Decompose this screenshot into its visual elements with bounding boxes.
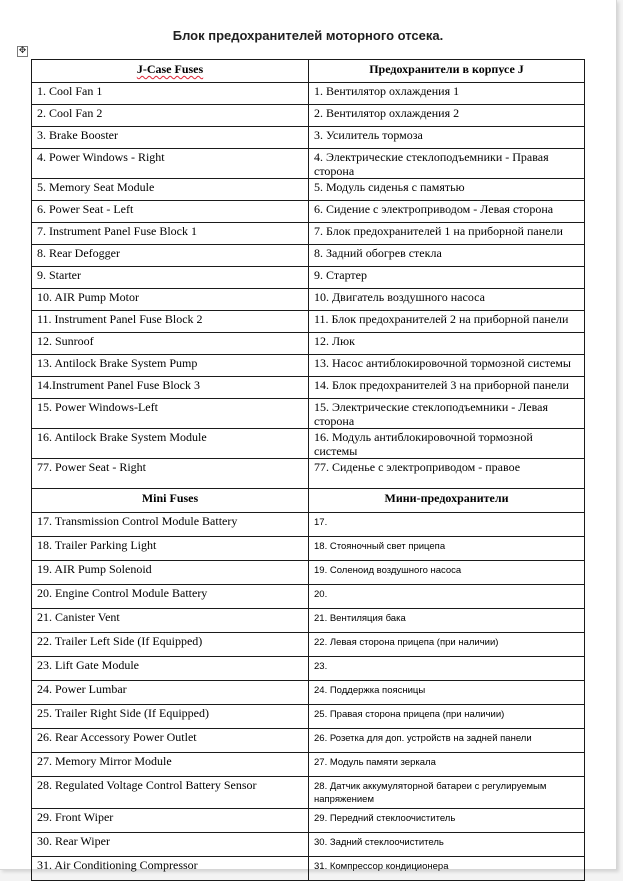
fuse-name-ru: 22. Левая сторона прицепа (при наличии) xyxy=(309,633,585,657)
table-move-handle-icon[interactable]: ✥ xyxy=(18,46,27,56)
fuse-name-en: 13. Antilock Brake System Pump xyxy=(32,355,309,377)
fuse-name-en: 2. Cool Fan 2 xyxy=(32,105,309,127)
table-row xyxy=(32,127,585,149)
table-row xyxy=(32,223,585,245)
fuse-name-ru: 77. Сиденье с электроприводом - правое xyxy=(309,459,585,489)
table-row xyxy=(32,705,585,729)
table-row xyxy=(32,809,585,833)
table-row xyxy=(32,377,585,399)
table-row xyxy=(32,201,585,223)
fuse-name-en: 16. Antilock Brake System Module xyxy=(32,429,309,459)
table-row xyxy=(32,355,585,377)
table-row xyxy=(32,657,585,681)
header-jcase-fuses-ru: Предохранители в корпусе J xyxy=(309,60,585,83)
fuse-name-ru: 13. Насос антиблокировочной тормозной системы xyxy=(309,355,585,377)
fuse-name-en: 15. Power Windows-Left xyxy=(32,399,309,429)
table-row xyxy=(32,537,585,561)
fuse-name-en: 5. Memory Seat Module xyxy=(32,179,309,201)
fuse-name-en: 27. Memory Mirror Module xyxy=(32,753,309,777)
fuse-name-en: 23. Lift Gate Module xyxy=(32,657,309,681)
table-header-row xyxy=(32,60,585,83)
fuse-name-ru: 31. Компрессор кондиционера xyxy=(309,857,585,881)
fuse-name-en: 1. Cool Fan 1 xyxy=(32,83,309,105)
fuse-name-en: 25. Trailer Right Side (If Equipped) xyxy=(32,705,309,729)
table-row xyxy=(32,833,585,857)
table-row xyxy=(32,267,585,289)
fuse-name-en: 19. AIR Pump Solenoid xyxy=(32,561,309,585)
fuse-name-ru: 5. Модуль сиденья с памятью xyxy=(309,179,585,201)
fuse-name-en: 9. Starter xyxy=(32,267,309,289)
fuse-name-en: 3. Brake Booster xyxy=(32,127,309,149)
table-row xyxy=(32,311,585,333)
table-row xyxy=(32,245,585,267)
fuse-name-ru: 20. xyxy=(309,585,585,609)
fuse-table xyxy=(31,59,585,881)
table-row xyxy=(32,609,585,633)
table-row xyxy=(32,753,585,777)
fuse-name-ru: 23. xyxy=(309,657,585,681)
table-row xyxy=(32,857,585,881)
fuse-name-en: 21. Canister Vent xyxy=(32,609,309,633)
fuse-name-en: 11. Instrument Panel Fuse Block 2 xyxy=(32,311,309,333)
fuse-name-en: 30. Rear Wiper xyxy=(32,833,309,857)
fuse-name-ru: 11. Блок предохранителей 2 на приборной панели xyxy=(309,311,585,333)
header-mini-fuses-ru: Мини-предохранители xyxy=(309,489,585,513)
table-row xyxy=(32,399,585,429)
fuse-name-ru: 27. Модуль памяти зеркала xyxy=(309,753,585,777)
fuse-name-en: 28. Regulated Voltage Control Battery Sensor xyxy=(32,777,309,809)
fuse-name-en: 22. Trailer Left Side (If Equipped) xyxy=(32,633,309,657)
table-row xyxy=(32,333,585,355)
fuse-name-ru: 9. Стартер xyxy=(309,267,585,289)
fuse-name-ru: 19. Соленоид воздушного насоса xyxy=(309,561,585,585)
document-title: Блок предохранителей моторного отсека. xyxy=(172,28,444,43)
fuse-name-en: 31. Air Conditioning Compressor xyxy=(32,857,309,881)
fuse-name-ru: 25. Правая сторона прицепа (при наличии) xyxy=(309,705,585,729)
fuse-name-en: 26. Rear Accessory Power Outlet xyxy=(32,729,309,753)
fuse-name-ru: 1. Вентилятор охлаждения 1 xyxy=(309,83,585,105)
fuse-name-en: 77. Power Seat - Right xyxy=(32,459,309,489)
fuse-name-en: 8. Rear Defogger xyxy=(32,245,309,267)
fuse-name-ru: 6. Сидение с электроприводом - Левая сторона xyxy=(309,201,585,223)
table-row xyxy=(32,459,585,489)
fuse-name-ru: 8. Задний обогрев стекла xyxy=(309,245,585,267)
table-row xyxy=(32,777,585,809)
header-jcase-fuses: J-Case Fuses xyxy=(32,60,309,83)
fuse-name-ru: 16. Модуль антиблокировочной тормозной системы xyxy=(309,429,585,459)
fuse-name-ru: 28. Датчик аккумуляторной батареи с регулируемым напряжением xyxy=(309,777,585,809)
fuse-name-ru: 4. Электрические стеклоподъемники - Правая сторона xyxy=(309,149,585,179)
fuse-name-en: 14.Instrument Panel Fuse Block 3 xyxy=(32,377,309,399)
fuse-name-ru: 15. Электрические стеклоподъемники - Левая сторона xyxy=(309,399,585,429)
fuse-name-en: 12. Sunroof xyxy=(32,333,309,355)
table-row xyxy=(32,681,585,705)
table-row xyxy=(32,513,585,537)
fuse-name-ru: 7. Блок предохранителей 1 на приборной панели xyxy=(309,223,585,245)
fuse-name-ru: 26. Розетка для доп. устройств на задней панели xyxy=(309,729,585,753)
fuse-name-ru: 3. Усилитель тормоза xyxy=(309,127,585,149)
fuse-name-en: 18. Trailer Parking Light xyxy=(32,537,309,561)
table-row xyxy=(32,729,585,753)
table-row xyxy=(32,83,585,105)
table-row xyxy=(32,149,585,179)
table-row xyxy=(32,105,585,127)
fuse-name-ru: 10. Двигатель воздушного насоса xyxy=(309,289,585,311)
fuse-name-ru: 14. Блок предохранителей 3 на приборной панели xyxy=(309,377,585,399)
fuse-name-ru: 30. Задний стеклоочиститель xyxy=(309,833,585,857)
fuse-name-en: 4. Power Windows - Right xyxy=(32,149,309,179)
table-row xyxy=(32,289,585,311)
table-section-header-row xyxy=(32,489,585,513)
fuse-name-en: 10. AIR Pump Motor xyxy=(32,289,309,311)
fuse-name-ru: 29. Передний стеклоочиститель xyxy=(309,809,585,833)
fuse-name-en: 20. Engine Control Module Battery xyxy=(32,585,309,609)
fuse-name-ru: 17. xyxy=(309,513,585,537)
table-row xyxy=(32,561,585,585)
table-row xyxy=(32,585,585,609)
fuse-name-ru: 2. Вентилятор охлаждения 2 xyxy=(309,105,585,127)
fuse-name-ru: 12. Люк xyxy=(309,333,585,355)
header-mini-fuses: Mini Fuses xyxy=(32,489,309,513)
fuse-name-ru: 21. Вентиляция бака xyxy=(309,609,585,633)
fuse-name-en: 24. Power Lumbar xyxy=(32,681,309,705)
table-row xyxy=(32,633,585,657)
fuse-name-en: 17. Transmission Control Module Battery xyxy=(32,513,309,537)
table-row xyxy=(32,429,585,459)
table-row xyxy=(32,179,585,201)
fuse-name-en: 6. Power Seat - Left xyxy=(32,201,309,223)
fuse-name-ru: 18. Стояночный свет прицепа xyxy=(309,537,585,561)
fuse-name-en: 7. Instrument Panel Fuse Block 1 xyxy=(32,223,309,245)
fuse-name-en: 29. Front Wiper xyxy=(32,809,309,833)
fuse-name-ru: 24. Поддержка поясницы xyxy=(309,681,585,705)
